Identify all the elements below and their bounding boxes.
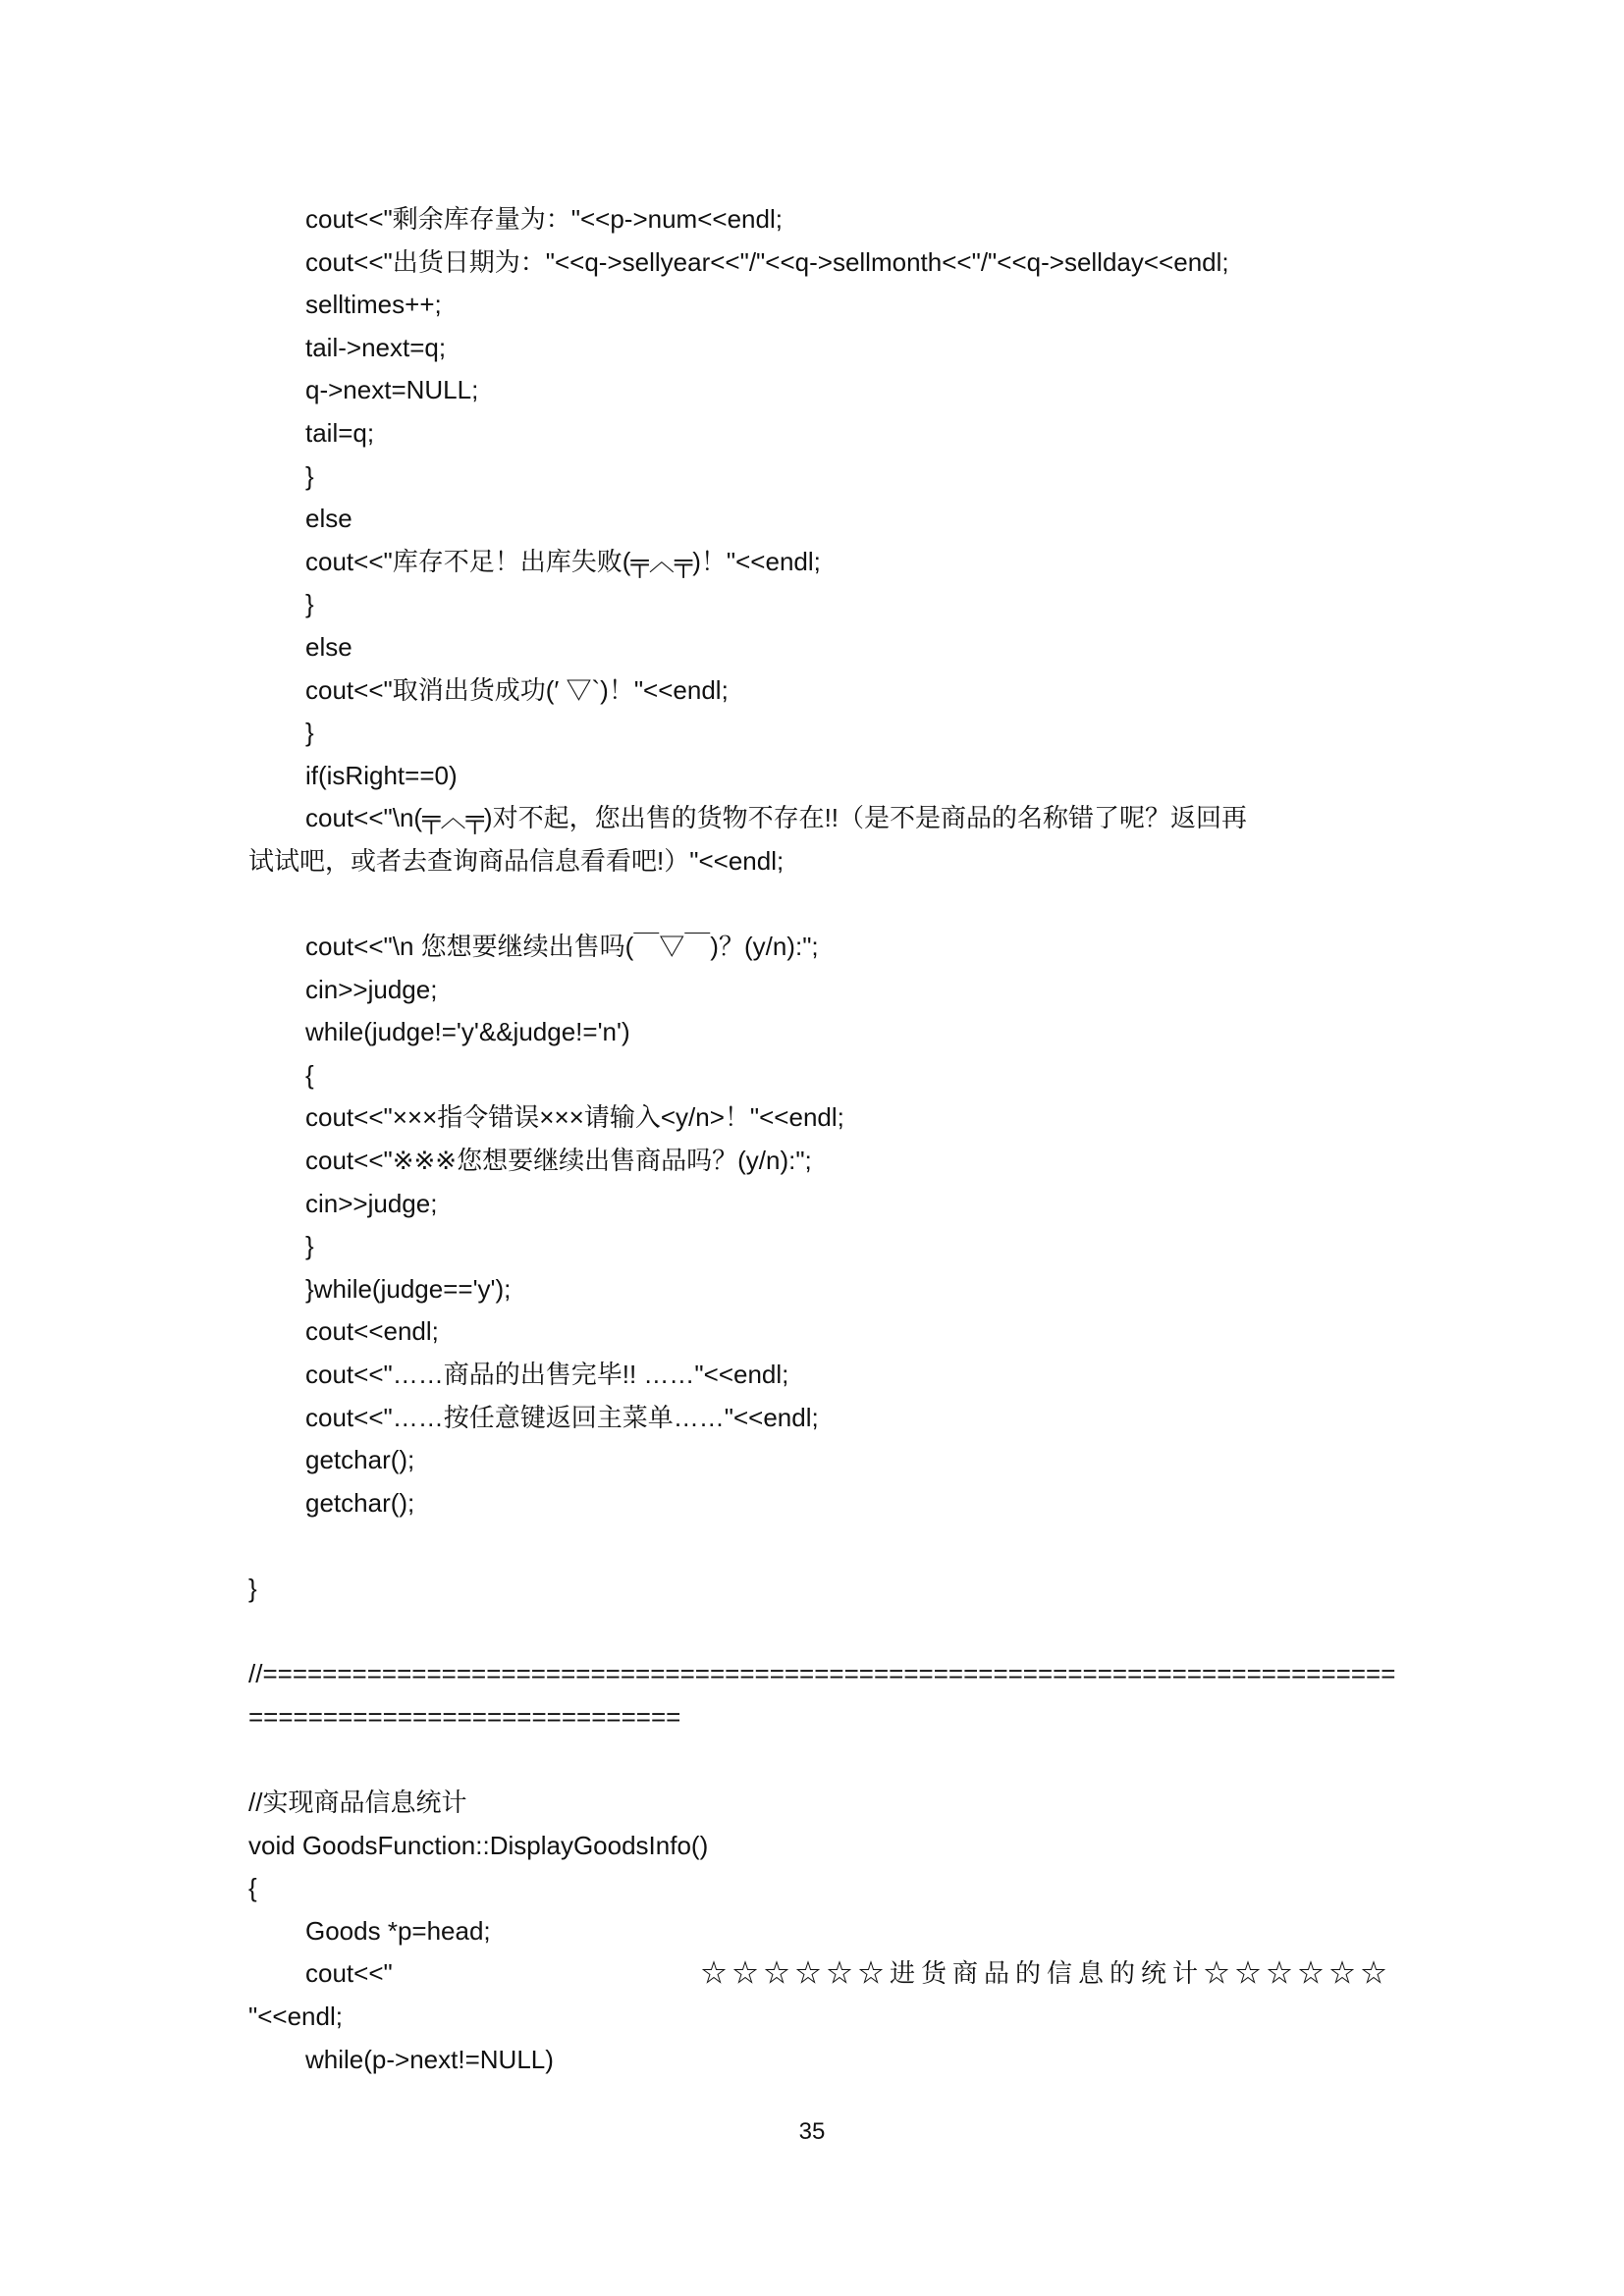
code-line: void GoodsFunction::DisplayGoodsInfo() xyxy=(248,1830,709,1860)
code-line: cout<<"※※※您想要继续出售商品吗？(y/n):"; xyxy=(305,1146,812,1176)
code-line: while(judge!='y'&&judge!='n') xyxy=(305,1017,630,1047)
code-line: }while(judge=='y'); xyxy=(305,1273,512,1304)
code-line: cout<<"……商品的出售完毕!! ……"<<endl; xyxy=(305,1360,789,1390)
code-line: tail->next=q; xyxy=(305,332,447,362)
code-line: ============================= xyxy=(248,1701,681,1732)
code-line: cout<<"×××指令错误×××请输入<y/n>！"<<endl; xyxy=(305,1102,844,1133)
code-line: cin>>judge; xyxy=(305,974,438,1004)
code-line: 试试吧，或者去查询商品信息看看吧!）"<<endl; xyxy=(248,845,785,876)
code-line: cout<<"库存不足！出库失败(╤︿╤)！"<<endl; xyxy=(305,546,821,576)
code-line: cout<<"\n 您想要继续出售吗(￣▽￣)？(y/n):"; xyxy=(305,932,819,962)
code-line: q->next=NULL; xyxy=(305,375,479,405)
code-line: Goods *p=head; xyxy=(305,1915,491,1946)
code-line: getchar(); xyxy=(305,1445,415,1475)
code-line: if(isRight==0) xyxy=(305,760,458,790)
code-line: cout<<"\n(╤︿╤)对不起，您出售的货物不存在!!（是不是商品的名称错了呢？返回再 xyxy=(305,803,1248,833)
code-line: } xyxy=(305,718,314,748)
code-line: cout<<"取消出货成功(′ ▽`)！"<<endl; xyxy=(305,674,729,705)
blank-line xyxy=(248,883,1392,927)
code-line: cout<<"……按任意键返回主菜单……"<<endl; xyxy=(305,1402,819,1432)
code-line: while(p->next!=NULL) xyxy=(305,2044,554,2074)
code-line: { xyxy=(305,1059,314,1090)
page-number: 35 xyxy=(798,2118,826,2145)
blank-line xyxy=(248,1611,1392,1654)
stars-title: ☆☆☆☆☆☆进货商品的信息的统计☆☆☆☆☆☆ xyxy=(700,1958,1392,1989)
code-line: selltimes++; xyxy=(305,290,442,320)
code-line: tail=q; xyxy=(305,417,375,448)
code-line: getchar(); xyxy=(305,1487,415,1518)
blank-line xyxy=(248,1738,1392,1782)
code-line: //实现商品信息统计 xyxy=(248,1787,467,1817)
code-line: cout<<"出货日期为："<<q->sellyear<<"/"<<q->sellmonth<<"/"<<q->sellday<<endl; xyxy=(305,246,1229,277)
code-line: } xyxy=(305,589,314,619)
code-line: "<<endl; xyxy=(248,2001,343,2031)
blank-line xyxy=(248,1524,1392,1568)
code-line: cout<<"剩余库存量为："<<p->num<<endl; xyxy=(305,204,783,234)
code-line: { xyxy=(248,1873,257,1903)
code-line: //============================================================================ xyxy=(248,1659,1396,1689)
code-line: } xyxy=(305,1231,314,1261)
code-line: else xyxy=(305,504,352,534)
code-listing xyxy=(248,198,1396,2081)
code-line: cin>>judge; xyxy=(305,1188,438,1218)
code-line: else xyxy=(305,631,352,662)
code-line: } xyxy=(248,1574,257,1603)
code-line: } xyxy=(305,460,314,491)
code-text: cout<<" xyxy=(305,1958,393,1989)
code-line: cout<<endl; xyxy=(305,1316,439,1347)
code-line-stat-header xyxy=(248,1952,1392,1996)
